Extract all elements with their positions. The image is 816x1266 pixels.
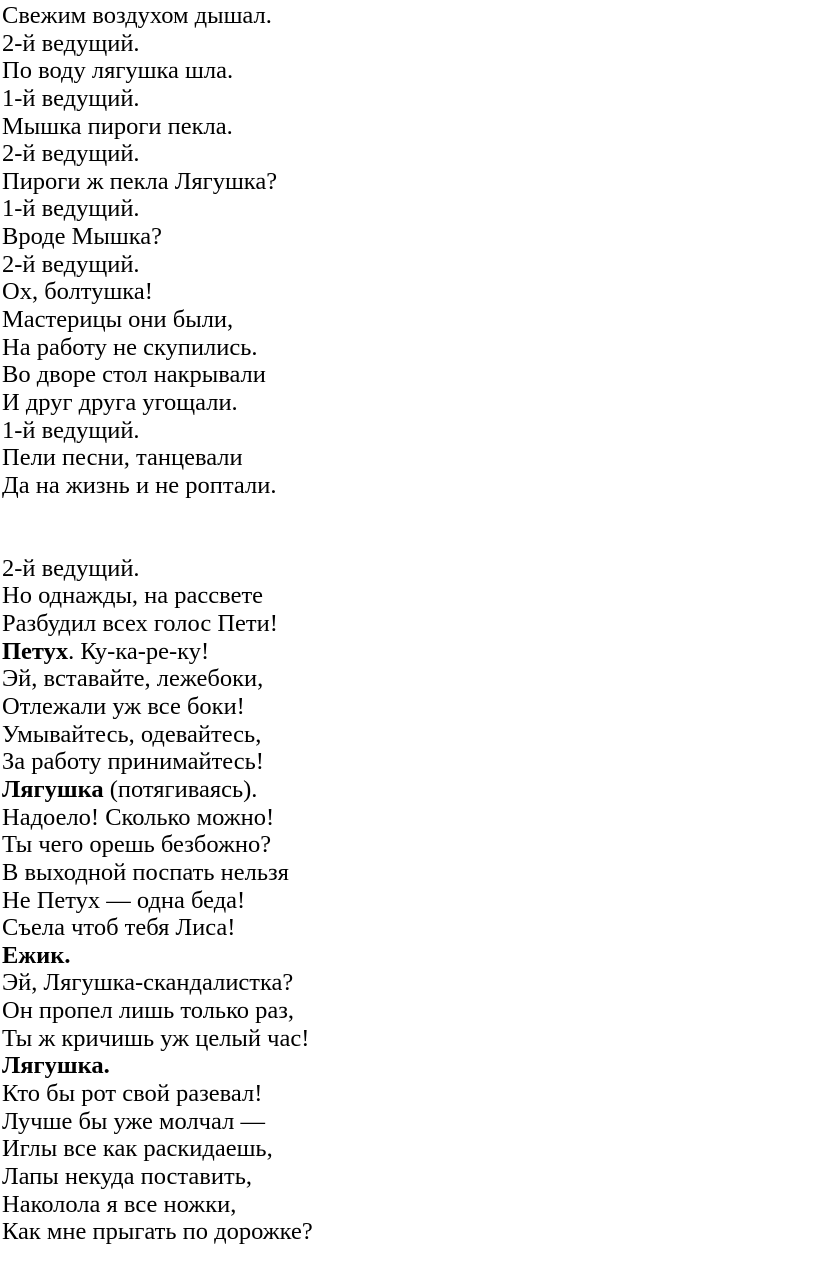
text-line: 2-й ведущий. <box>2 140 140 168</box>
text-line: По воду лягушка шла. <box>2 57 234 85</box>
text-line: 2-й ведущий. <box>2 29 140 57</box>
text-line: Да на жизнь и не роптали. <box>2 471 277 499</box>
text-line: Ох, болтушка! <box>2 278 153 306</box>
text-block-1 <box>2 2 812 500</box>
text-line: Пели песни, танцевали <box>2 444 243 472</box>
text-line: Наколола я все ножки, <box>2 1190 237 1218</box>
text-line: Вроде Мышка? <box>2 223 162 251</box>
text-line: 1-й ведущий. <box>2 416 140 444</box>
text-line: Ты чего орешь безбожно? <box>2 831 272 859</box>
text-line: На работу не скупились. <box>2 333 258 361</box>
text-line: Как мне прыгать по дорожке? <box>2 1218 313 1246</box>
text-line: Во дворе стол накрывали <box>2 361 266 389</box>
speaker-name: Лягушка. <box>2 1052 110 1080</box>
speaker-name: Лягушка <box>2 775 104 803</box>
text-line: Разбудил всех голос Пети! <box>2 610 278 638</box>
text-line: И друг друга угощали. <box>2 388 238 416</box>
text-line: Надоело! Сколько можно! <box>2 803 275 831</box>
text-line: Иглы все как раскидаешь, <box>2 1135 273 1163</box>
text-line: Но однажды, на рассвете <box>2 582 264 610</box>
text-line: Кто бы рот свой разевал! <box>2 1080 263 1107</box>
text-line: 2-й ведущий. <box>2 554 140 582</box>
text-line: 1-й ведущий. <box>2 195 140 223</box>
speaker-line <box>2 1052 812 1080</box>
text-line: Мастерицы они были, <box>2 306 234 334</box>
text-line: За работу принимайтесь! <box>2 748 264 776</box>
text-line: Отлежали уж все боки! <box>2 693 245 721</box>
text-line: Он пропел лишь только раз, <box>2 997 295 1025</box>
speaker-name: Петух <box>2 637 69 665</box>
document-page <box>2 2 812 1246</box>
text-line: Ты ж кричишь уж целый час! <box>2 1024 310 1052</box>
text-line: Лучше бы уже молчал — <box>2 1107 265 1135</box>
text-line: Съела чтоб тебя Лиса! <box>2 914 236 942</box>
paragraph-gap <box>2 500 812 555</box>
text-line: Эй, вставайте, лежебоки, <box>2 665 264 693</box>
text-line: Лапы некуда поставить, <box>2 1162 252 1190</box>
speaker-remark: . Ку-ка-ре-ку! <box>68 637 210 665</box>
text-line: Умывайтесь, одевайтесь, <box>2 720 262 748</box>
speaker-remark: (потягиваясь). <box>103 775 258 803</box>
text-line: Не Петух — одна беда! <box>2 886 246 914</box>
text-block-2 <box>2 555 812 1246</box>
text-line: Пироги ж пекла Лягушка? <box>2 167 278 195</box>
speaker-line <box>2 638 812 666</box>
text-line: 1-й ведущий. <box>2 84 140 112</box>
speaker-line <box>2 776 812 804</box>
text-line: Свежим воздухом дышал. <box>2 2 272 29</box>
speaker-name: Ежик. <box>2 941 71 969</box>
speaker-line <box>2 942 812 970</box>
text-line: Мышка пироги пекла. <box>2 112 233 140</box>
text-line: 2-й ведущий. <box>2 250 140 278</box>
text-line: Эй, Лягушка-скандалистка? <box>2 969 294 997</box>
text-line: В выходной поспать нельзя <box>2 858 289 886</box>
